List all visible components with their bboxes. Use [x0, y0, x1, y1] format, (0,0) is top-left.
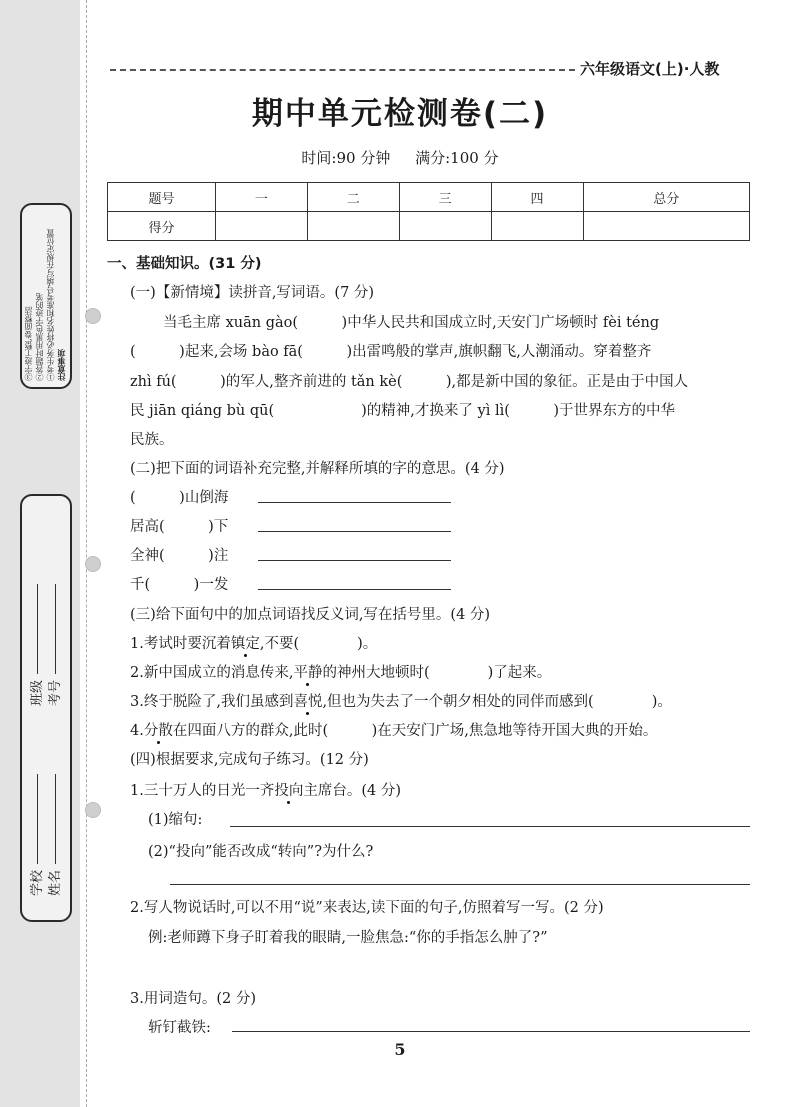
part1-line-5: 民族。 [130, 432, 174, 448]
q3-answer-line[interactable] [232, 1031, 750, 1032]
score-cell-total[interactable] [583, 212, 750, 241]
binding-hole-1 [85, 308, 101, 324]
part1-heading: (一)【新情境】读拼音,写词语。(7 分) [130, 285, 375, 301]
student-info-box [20, 494, 72, 922]
part2-answer-line-1[interactable] [258, 502, 451, 503]
q1a-answer-line[interactable] [230, 826, 750, 827]
score-col-label: 题号 [108, 183, 216, 212]
part2-answer-line-4[interactable] [258, 589, 451, 590]
score-col-2: 二 [307, 183, 399, 212]
school-field[interactable] [26, 774, 45, 896]
part2-heading: (二)把下面的词语补充完整,并解释所填的字的意思。(4 分) [130, 461, 505, 477]
notice-box [20, 203, 72, 389]
part4-q3-word: 斩钉截铁: [148, 1020, 211, 1036]
class-field[interactable] [26, 584, 45, 706]
notice-line-2: ②答题时用黑色字迹的笔 [35, 293, 44, 381]
part1-line-4: 民 jiān qiáng bù qū( )的精神,才换来了 yì lì( )于世界东方的中华 [130, 403, 676, 419]
part4-q2-example: 例:老师蹲下身子盯着我的眼睛,一脸焦急:“你的手指怎么肿了?” [148, 930, 548, 946]
grade-label: 六年级语文(上)·人教 [580, 60, 720, 78]
exam-full-score: 满分:100 分 [415, 149, 499, 167]
dotted-word: 喜悦 [293, 694, 323, 710]
score-col-total: 总分 [583, 183, 750, 212]
part3-item-4: 4.分散在四面八方的群众,此时( )在天安门广场,焦急地等待开国大典的开始。 [130, 723, 658, 739]
number-field[interactable] [44, 584, 63, 706]
notice-line-3: ③字迹工整,卷面整洁 [24, 306, 33, 381]
name-label: 姓名 [48, 869, 63, 896]
dotted-word: 平静 [293, 665, 323, 681]
score-col-1: 一 [216, 183, 308, 212]
notice-line-1: ①考生务必将姓名和准考号填写在规定位置 [46, 229, 55, 381]
score-row-label: 得分 [108, 212, 216, 241]
part1-line-3: zhì fú( )的军人,整齐前进的 tǎn kè( ),都是新中国的象征。正是由于中国人 [130, 374, 689, 390]
part4-q1a: (1)缩句: [148, 812, 203, 828]
part2-item-3: 全神( )注 [130, 548, 229, 564]
dotted-word: 分散 [143, 723, 173, 739]
part2-answer-line-2[interactable] [258, 531, 451, 532]
binding-hole-3 [85, 802, 101, 818]
header-dash-rule [110, 69, 575, 71]
dotted-word: 投向 [274, 783, 304, 799]
part4-q3: 3.用词造句。(2 分) [130, 991, 256, 1007]
exam-info [0, 147, 800, 168]
part4-q1b: (2)“投向”能否改成“转向”?为什么? [148, 844, 374, 860]
dotted-word: 镇定 [230, 636, 260, 652]
exam-time: 时间:90 分钟 [301, 149, 391, 167]
score-cell-2[interactable] [307, 212, 399, 241]
part2-item-4: 千( )一发 [130, 577, 229, 593]
score-table [107, 182, 750, 241]
part1-line-2: ( )起来,会场 bào fā( )出雷鸣般的掌声,旗帜翻飞,人潮涌动。穿着整齐 [130, 344, 652, 360]
score-table-header-row [108, 183, 750, 212]
part2-answer-line-3[interactable] [258, 560, 451, 561]
school-label: 学校 [30, 869, 45, 896]
part2-item-1: ( )山倒海 [130, 490, 229, 506]
score-cell-1[interactable] [216, 212, 308, 241]
section1-heading: 一、基础知识。(31 分) [107, 256, 262, 272]
notice-title: 注意事项 [57, 349, 66, 381]
score-col-4: 四 [491, 183, 583, 212]
score-table-score-row [108, 212, 750, 241]
class-label: 班级 [30, 679, 45, 706]
score-col-3: 三 [399, 183, 491, 212]
score-cell-3[interactable] [399, 212, 491, 241]
part4-heading: (四)根据要求,完成句子练习。(12 分) [130, 752, 369, 768]
part3-item-2: 2.新中国成立的消息传来,平静的神州大地顿时( )了起来。 [130, 665, 552, 681]
part1-line-1: 当毛主席 xuān gào( )中华人民共和国成立时,天安门广场顿时 fèi téng [163, 315, 660, 331]
page-number: 5 [394, 1040, 406, 1059]
part3-item-3: 3.终于脱险了,我们虽感到喜悦,但也为失去了一个朝夕相处的同伴而感到( )。 [130, 694, 672, 710]
part4-q2: 2.写人物说话时,可以不用“说”来表达,读下面的句子,仿照着写一写。(2 分) [130, 900, 604, 916]
q1b-answer-line[interactable] [170, 884, 750, 885]
part2-item-2: 居高( )下 [130, 519, 229, 535]
page-title: 期中单元检测卷(二) [251, 96, 549, 132]
part3-heading: (三)给下面句中的加点词语找反义词,写在括号里。(4 分) [130, 607, 491, 623]
binding-hole-2 [85, 556, 101, 572]
part4-q1: 1.三十万人的日光一齐投向主席台。(4 分) [130, 783, 401, 799]
name-field[interactable] [44, 774, 63, 896]
number-label: 考号 [48, 679, 63, 706]
part3-item-1: 1.考试时要沉着镇定,不要( )。 [130, 636, 378, 652]
score-cell-4[interactable] [491, 212, 583, 241]
